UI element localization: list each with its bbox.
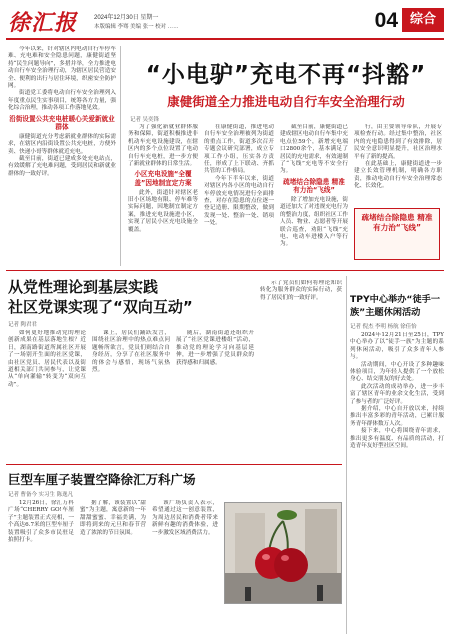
article4-paragraph: 接下来，中心将围绕青年需求，推出更多有温度、有品质的活动，打造青年友好型社区空间。 [350, 428, 444, 450]
intro-column [8, 46, 116, 266]
article3-paragraph: 12月26日，徐汇万科广场“CHERRY GO!车厘子”主题装置正式亮相，一个高达6.7米的巨型车厘子装置吸引了众多市民驻足拍照打卡。 [8, 500, 74, 544]
intro-paragraph: 今年以来，针对辖区内电动自行车停车难、充电难和安全隐患问题，康健街道坚持“民生问题导向”，多措并举，全力推进电动自行车安全治理行动，为辖区居民营造安全、便利的出行与居住环境，织密安全防护网。 [8, 46, 116, 90]
article2-headline-line1: 从党性理论到基层实践 [8, 278, 159, 296]
section-rule [6, 464, 342, 465]
intro-paragraph: 康健街道充分考虑新就业群体的实际需求，在辖区内沿街设置公共充电桩，方便外卖、快递小哥等群体就近充电。 [8, 133, 116, 155]
article4-headline: TPY中心举办“徒手一族”主题休闲活动 [350, 294, 441, 318]
article3-column-2 [80, 500, 146, 632]
lead-headline: “小电驴”充电不再“抖豁” [145, 62, 427, 88]
cherry-installation-photo [224, 502, 342, 604]
article3-column-1 [8, 500, 74, 632]
column-divider [120, 46, 121, 266]
lead-paragraph: 在此基础上，康健街道进一步建立长效管理机制，明确各方职责，推动电动自行车安全治理常态化、长效化。 [354, 161, 442, 190]
article2-paragraph: 课上，居民们踊跃发言，围绕社区治理中的热点难点问题畅所欲言，党员们则结合自身经历，分享了在社区服务中的体会与感悟，现场气氛热烈。 [92, 330, 170, 374]
lead-subheading: 疏堵结合除隐患 精准有力治“飞线” [283, 177, 345, 195]
article3-column-3 [152, 500, 218, 632]
section-badge: 综合 [402, 8, 444, 32]
intro-paragraph: 截至目前，街道已建成多处充电站点，有效缓解了充电难问题，受到居民和新就业群体的一致好评。 [8, 156, 116, 177]
lead-paragraph: 行，由主要领导带队，开展专项检查行动。经过集中整治，社区内的充电隐患得到了有效排除，居民安全意识明显提升，社区治理水平有了新的提高。 [354, 124, 442, 160]
article2-paragraph: 如何更好地推动党的理论创新成果在基层落地生根？近日，湖南路街道所属社区开展了一场别开生面的社区党课，由社区党员、居民代表以及街道相关部门共同参与，让党课从“单向灌输”转变为“双向互动”。 [8, 330, 86, 388]
photo-illustration [225, 503, 342, 604]
article3-headline: 巨型车厘子装置空降徐汇万科广场 [8, 472, 196, 487]
article4-paragraph: 活动期间，中心开设了多种趣味体验项目，为年轻人提供了一个放松身心、结交朋友的好去处。 [350, 361, 444, 383]
article3-byline: 记者 曹备今 实习生 陈逸凡 [8, 492, 74, 498]
article4-paragraph: 2024年12月21日至25日，TPY中心举办了以“徒手一族”为主题的系列休闲活动，吸引了众多青年人参与。 [350, 332, 444, 361]
lead-paragraph: 今年下半年以来，街道对辖区内各小区的电动自行车停放充电情况进行全面排查，对存在隐患的点位逐一登记造册、限期整改，做到发现一处、整治一处、销项一处。 [204, 175, 274, 227]
article3-paragraph: 该广场负责人表示，希望通过这一创意装置，为周边居民和消费者带来新鲜有趣的消费体验，进一步激发区域消费活力。 [152, 500, 218, 536]
lead-byline: 记者 吴奕锋 [130, 117, 160, 123]
editor-credits: 本版编辑 李骞 美编 张一 校对 …… [94, 24, 179, 30]
lead-paragraph: 为了强化新就业群体服务和保障，街道积极推进非机动车充电设施建设，在辖区内的多个点位设置了电动自行车充电桩，进一步方便了新就业群体的日常生活。 [128, 124, 198, 168]
article4-column-1 [350, 332, 444, 634]
lead-column-1 [128, 124, 198, 266]
lead-column-3 [280, 124, 348, 266]
article2-column-2 [92, 330, 170, 460]
lead-paragraph: 截至目前，康健街道已建成辖区电动自行车集中充电点位59个，新增充电端口2800余个，基本满足了居民的充电需求，有效遏制了“飞线”充电等不安全行为。 [280, 124, 348, 175]
lead-paragraph: 在康健街道，推进电动自行车安全治理被列为街道的重点工作，街道多次召开专题会议研究部署，成立专项工作小组，压实各方责任，形成了上下联动、齐抓共管的工作格局。 [204, 124, 274, 175]
masthead-rule [6, 38, 444, 40]
article2-column-3 [176, 330, 254, 460]
article3-paragraph: 据了解，该装置以“甜蜜”为主题，寓意新的一年甜甜蜜蜜、幸福美满，为即将到来的元旦和春节营造了浓浓的节日氛围。 [80, 500, 146, 536]
article4-byline: 记者 倪杰 李明 杨航 徐佳怡 [350, 324, 417, 330]
masthead [6, 4, 444, 48]
lead-column-4 [354, 124, 442, 206]
newspaper-name: 徐汇报 [8, 10, 78, 36]
pull-quote-box [354, 208, 440, 260]
article2-paragraph: 示了党员们如何将理论知识转化为服务群众的实际行动，获得了居民们的一致好评。 [260, 280, 342, 301]
lead-paragraph: 除了增加充电设施，街道还加大了对违规充电行为的整治力度，组织社区工作人员、物业、志愿者等开展联合巡查，劝阻“飞线”充电、电动车进楼入户等行为。 [280, 197, 348, 248]
lead-paragraph: 此外，街道针对辖区老旧小区场地有限、停车难等实际问题，因地制宜制定方案，推进充电设施进小区，实现了居民小区充电设施全覆盖。 [128, 189, 198, 233]
section-rule [6, 270, 444, 271]
intro-subheading: 沿街设置公共充电桩暖心关爱新就业群体 [9, 114, 115, 132]
column-divider [346, 276, 347, 634]
article2-paragraph: 随后，湖南街道还组织开展了“社区党课进楼组”活动，推动党的理论学习向基层延伸，进一步增强了党员群众的获得感和归属感。 [176, 330, 254, 366]
lead-subheading: 小区充电设施“全覆盖”因地制宜定方案 [134, 170, 192, 188]
intro-paragraph: 街道党工委将电动自行车安全治理列入年度重点民生实事项目，统筹各方力量，强化综合治理，推动各项工作落地见效。 [8, 90, 116, 112]
pull-quote-text: 疏堵结合除隐患 精准有力治“飞线” [361, 213, 433, 232]
lead-subheadline: 康健街道全力推进电动自行车安全治理行动 [167, 94, 405, 109]
article2-column-1 [8, 330, 86, 460]
lead-column-2 [204, 124, 274, 266]
issue-date: 2024年12月30日 星期一 [94, 15, 159, 21]
article4-paragraph: 据介绍，中心自开放以来，持续推出丰富多彩的青年活动，已累计服务青年群体数万人次。 [350, 406, 444, 427]
page-number: 04 [374, 9, 398, 32]
article2-column-4 [260, 280, 342, 460]
article4-paragraph: 此次活动的成功举办，进一步丰富了辖区青年的业余文化生活，受到了参与者的广泛好评。 [350, 383, 444, 405]
article2-headline-line2: 社区党课实现了“双向互动” [8, 298, 193, 316]
article2-byline: 记者 陶君君 [8, 322, 38, 328]
